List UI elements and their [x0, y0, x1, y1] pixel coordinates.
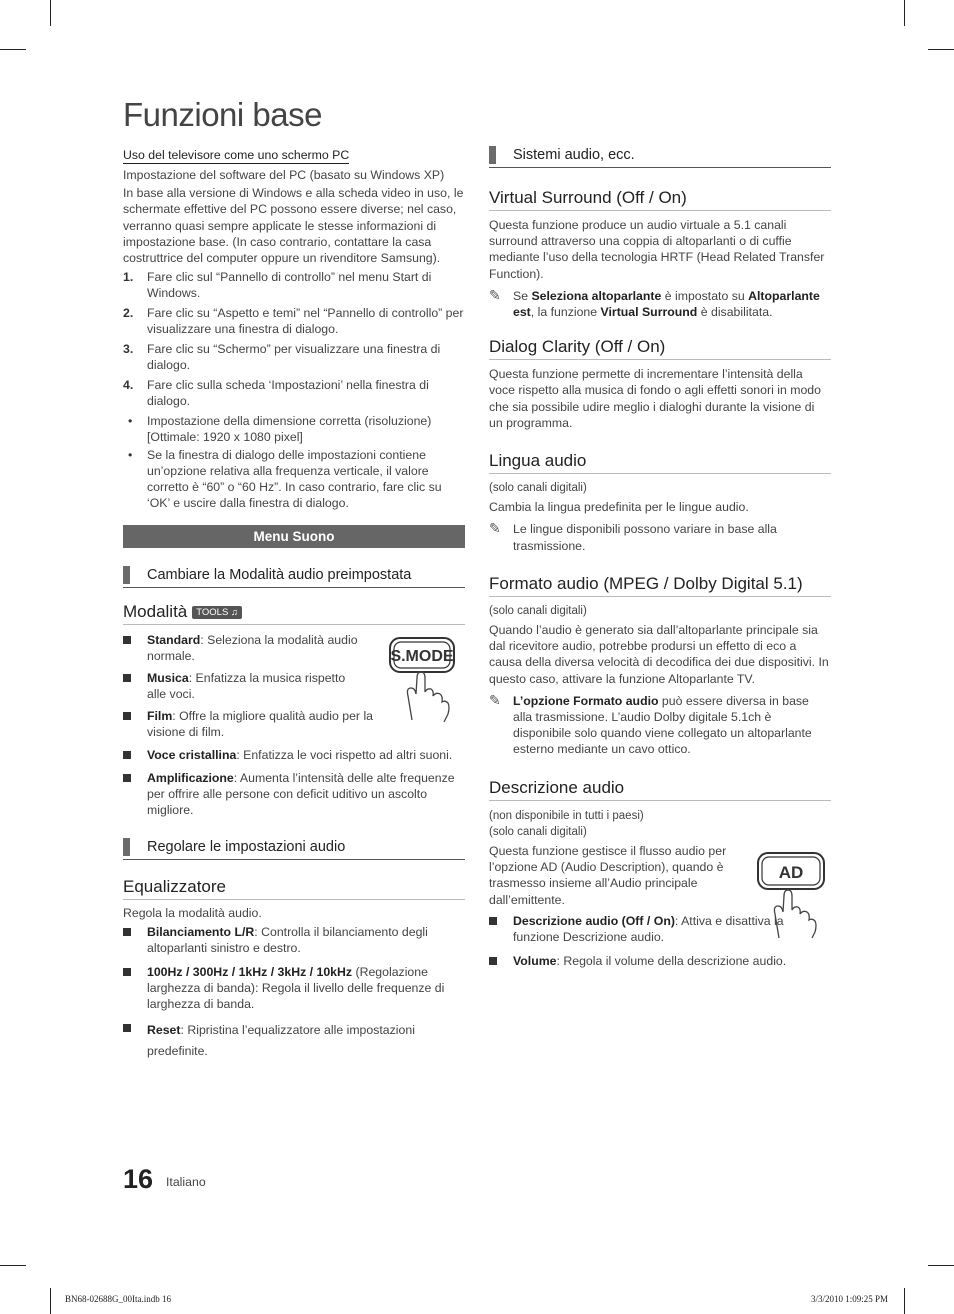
item-text: : Regola il volume della descrizione audio. [556, 953, 787, 968]
note-text: Le lingue disponibili possono variare in base alla trasmissione. [513, 522, 777, 553]
pc-steps [123, 269, 465, 409]
item-text: : Ripristina l’equalizzatore alle impostazioni predefinite. [147, 1023, 415, 1059]
list-item [123, 377, 465, 409]
square-bullet-icon [123, 774, 131, 782]
footer-file: BN68-02688G_00Ita.indb 16 [65, 1294, 171, 1304]
ad-button-illustration [755, 850, 827, 940]
lang-text: Cambia la lingua predefinita per le lingue audio. [489, 500, 749, 515]
item-text: : Seleziona la modalità audio normale. [147, 633, 358, 664]
list-item [123, 770, 465, 818]
subsection-title: Cambiare la Modalità audio preimpostata [147, 567, 412, 584]
step-number: 1. [123, 270, 134, 285]
square-bullet-icon [123, 712, 131, 720]
hand-icon [774, 890, 816, 938]
right-column [489, 146, 831, 969]
tools-icon: ♫ [228, 607, 239, 619]
section-heading [123, 877, 465, 900]
item-text: : Attiva e disattiva la funzione Descrizione audio. [513, 913, 784, 944]
pencil-note-icon: ✎ [489, 286, 501, 303]
item-label: Amplificazione [147, 771, 234, 786]
crop-mark [928, 1265, 954, 1266]
step-text: Fare clic sulla scheda ‘Impostazioni’ nella finestra di dialogo. [147, 378, 429, 409]
note-bold: Virtual Surround [600, 305, 698, 320]
section-heading [489, 451, 831, 474]
subsection-header [123, 566, 465, 588]
list-item [123, 305, 465, 337]
list-item [123, 269, 465, 301]
crop-mark [928, 49, 954, 50]
left-column [123, 146, 465, 1062]
square-bullet-icon [489, 957, 497, 965]
crop-mark [0, 49, 26, 50]
item-label: Reset [147, 1023, 181, 1038]
menu-bar: Menu Suono [123, 525, 465, 548]
list-item [123, 964, 465, 1012]
list-item [123, 632, 367, 664]
subsection-header [123, 838, 465, 860]
section-marker [123, 566, 130, 584]
bullet-icon: • [128, 448, 133, 463]
item-label: Bilanciamento L/R [147, 925, 255, 940]
square-bullet-icon [123, 751, 131, 759]
list-item [123, 413, 465, 445]
pc-heading: Uso del televisore come uno schermo PC [123, 148, 350, 162]
subsection-title: Sistemi audio, ecc. [513, 147, 635, 163]
vs-text: Questa funzione produce un audio virtuale a 5.1 canali surround attraverso una coppia di altoparlanti o di cuffie mediante l’uso della tecnologia HRTF (Head Related Transfer Function). [489, 218, 825, 281]
item-text: : Enfatizza la musica rispetto alle voci. [147, 671, 346, 702]
lang-note [489, 521, 831, 553]
ad-text: Questa funzione gestisce il flusso audio per l’opzione AD (Audio Description), quando è trasmesso insieme all’Audio principale dall’emittente. [489, 844, 727, 907]
page-number: 16 [123, 1164, 154, 1194]
page-language: Italiano [166, 1175, 206, 1189]
section-heading [489, 337, 831, 360]
item-text: (Regolazione larghezza di banda): Regola il livello delle frequenze di larghezza di banda. [147, 965, 445, 1012]
hand-icon [407, 672, 449, 722]
step-text: Fare clic su “Aspetto e temi” nel “Pannello di controllo” per visualizzare una finestra di dialogo. [147, 306, 464, 337]
tools-badge [192, 606, 242, 619]
step-number: 4. [123, 378, 134, 393]
item-label: Volume [513, 953, 557, 968]
subsection-header [489, 146, 831, 168]
crop-mark [50, 0, 51, 26]
bullet-icon: • [128, 414, 133, 429]
section-title: Dialog Clarity (Off / On) [489, 337, 666, 357]
ad-small: (solo canali digitali) [489, 825, 587, 838]
crop-mark [904, 0, 905, 26]
bullet-text: Se la finestra di dialogo delle impostazioni contiene un’opzione relativa alla frequenza verticale, il valore corretto è “60” o “60 Hz”. In caso contrario, fare clic su ‘OK’ e uscire dalla finestra di dialogo. [147, 448, 442, 511]
note-bold: Seleziona altoparlante [531, 288, 662, 303]
step-number: 2. [123, 306, 134, 321]
square-bullet-icon [489, 917, 497, 925]
item-text: : Aumenta l’intensità delle alte frequenze per offrire alle persone con deficit uditivo un ascolto migliore. [147, 771, 455, 818]
note-text: Se [513, 288, 532, 303]
fmt-small: (solo canali digitali) [489, 604, 587, 617]
item-text: : Offre la migliore qualità audio per la visione di film. [147, 709, 374, 740]
smode-label: S.MODE [390, 648, 454, 665]
list-item [123, 708, 385, 740]
section-title: Virtual Surround (Off / On) [489, 188, 687, 207]
item-label: Standard [147, 633, 201, 648]
item-label: Descrizione audio (Off / On) [513, 913, 675, 928]
vs-note [489, 288, 831, 320]
list-item [123, 1020, 465, 1062]
item-label: Film [147, 709, 173, 724]
page-title: Funzioni base [123, 96, 322, 133]
bullet-text: Impostazione della dimensione corretta (risoluzione) [Ottimale: 1920 x 1080 pixel] [147, 414, 432, 445]
section-marker [123, 838, 130, 856]
crop-mark [904, 1288, 905, 1314]
eq-list [123, 924, 465, 1062]
section-heading [489, 574, 831, 597]
dc-text: Questa funzione permette di incrementare l’intensità della voce rispetto alla musica di fondo o agli effetti sonori in modo che sia possibile udire meglio i dialoghi durante la visione di un programma. [489, 367, 821, 430]
section-marker [489, 146, 496, 164]
tools-label: TOOLS [196, 607, 229, 619]
smode-button-illustration [386, 634, 458, 724]
pc-intro: Impostazione del software del PC (basato su Windows XP) [123, 168, 445, 182]
eq-intro: Regola la modalità audio. [123, 906, 262, 921]
item-label: Musica [147, 671, 189, 686]
note-text: è disabilitata. [697, 305, 773, 320]
step-text: Fare clic sul “Pannello di controllo” nel menu Start di Windows. [147, 270, 432, 301]
item-label: 100Hz / 300Hz / 1kHz / 3kHz / 10kHz [147, 965, 353, 980]
list-item [123, 670, 367, 702]
pencil-note-icon: ✎ [489, 691, 501, 708]
ad-small: (non disponibile in tutti i paesi) [489, 809, 644, 822]
section-heading [489, 188, 831, 211]
item-text: : Enfatizza le voci rispetto ad altri suoni. [236, 748, 453, 763]
section-title: Modalità [123, 602, 188, 622]
section-title: Lingua audio [489, 451, 587, 471]
ad-label: AD [778, 863, 804, 882]
list-item [123, 747, 465, 763]
section-title: Formato audio (MPEG / Dolby Digital 5.1) [489, 573, 803, 593]
square-bullet-icon [123, 1024, 131, 1032]
fmt-note [489, 693, 831, 758]
fmt-text: Quando l’audio è generato sia dall’altoparlante principale sia dal ricevitore audio, potrebbe prodursi un effetto di eco a causa della diversa velocità di decodifica dei due dispositivi. In questo caso, attivare la funzione Altoparlante TV. [489, 623, 829, 686]
square-bullet-icon [123, 928, 131, 936]
note-text: è impostato su [661, 288, 749, 303]
pc-bullets [123, 413, 465, 511]
item-text: : Controlla il bilanciamento degli altoparlanti sinistro e destro. [147, 925, 428, 956]
subsection-title: Regolare le impostazioni audio [147, 839, 346, 856]
crop-mark [0, 1265, 26, 1266]
pc-intro: In base alla versione di Windows e alla scheda video in uso, le schermate effettive del PC possono essere diverse; nel caso, verranno quasi sempre applicate le stesse informazioni di impostazione base. (In caso contrario, contattare la casa costruttrice del computer oppure un rivenditore Samsung). [123, 186, 464, 266]
list-item [123, 447, 465, 511]
section-heading [123, 602, 465, 625]
step-number: 3. [123, 342, 134, 357]
crop-mark [50, 1288, 51, 1314]
note-text: può essere diversa in base alla trasmissione. L’audio Dolby digitale 5.1ch è disponibile solo quando viene collegato un altoparlante esterno mediante un cavo ottico. [513, 693, 812, 757]
section-title: Equalizzatore [123, 877, 227, 897]
list-item [489, 953, 831, 969]
note-bold: L’opzione Formato audio [513, 693, 659, 708]
note-bold: Altoparlante est [513, 288, 820, 320]
footer-timestamp: 3/3/2010 1:09:25 PM [810, 1294, 888, 1304]
pencil-note-icon: ✎ [489, 520, 501, 537]
list-item [123, 341, 465, 373]
lang-small: (solo canali digitali) [489, 482, 587, 495]
section-title: Descrizione audio [489, 777, 625, 797]
section-heading [489, 778, 831, 801]
list-item [123, 924, 465, 956]
square-bullet-icon [123, 968, 131, 976]
note-text: , la funzione [530, 305, 601, 320]
square-bullet-icon [123, 674, 131, 682]
step-text: Fare clic su “Schermo” per visualizzare una finestra di dialogo. [147, 342, 441, 373]
item-label: Voce cristallina [147, 748, 237, 763]
square-bullet-icon [123, 636, 131, 644]
